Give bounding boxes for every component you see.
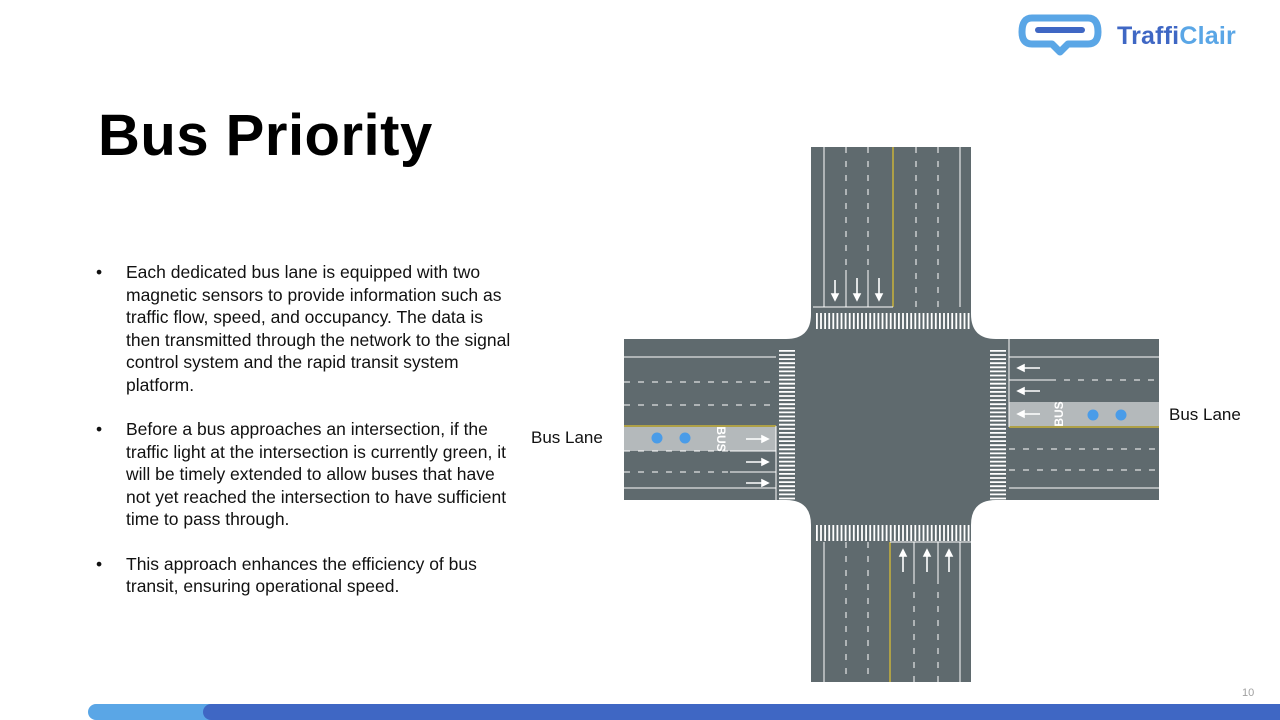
bus-marking-east: BUS <box>1052 401 1067 427</box>
brand-logo <box>1018 14 1258 58</box>
bullet-item: • Before a bus approaches an intersection, if the traffic light at the intersection is currently green, it will be timely extended to allow buses that have not yet reached the intersection to have sufficient time to pass through. <box>96 418 516 531</box>
bullet-item: • This approach enhances the efficiency of bus transit, ensuring operational speed. <box>96 553 516 598</box>
slide-title: Bus Priority <box>98 103 433 168</box>
sensor-dot <box>680 433 691 444</box>
brand-name-part2: Clair <box>1179 22 1236 50</box>
page-number: 10 <box>1242 687 1255 699</box>
bus-marking-west: BUS <box>713 426 728 452</box>
sensor-dot <box>1116 410 1127 421</box>
bullet-item: • Each dedicated bus lane is equipped with two magnetic sensors to provide information such as traffic flow, speed, and occupancy. The data is then transmitted through the network to the signal control system and the rapid transit system platform. <box>96 261 516 396</box>
brand-name-part1: Traffi <box>1117 22 1180 50</box>
bus-lane-label-right: Bus Lane <box>1169 405 1241 424</box>
intersection-diagram <box>520 140 1280 690</box>
bullet-list <box>96 261 516 620</box>
speech-bubble-logo-icon <box>1018 14 1102 56</box>
brand-name <box>1117 22 1236 51</box>
sensor-dot <box>1088 410 1099 421</box>
bus-lane-label-left: Bus Lane <box>531 428 603 447</box>
sensor-dot <box>652 433 663 444</box>
footer-bar-primary <box>203 704 1280 720</box>
